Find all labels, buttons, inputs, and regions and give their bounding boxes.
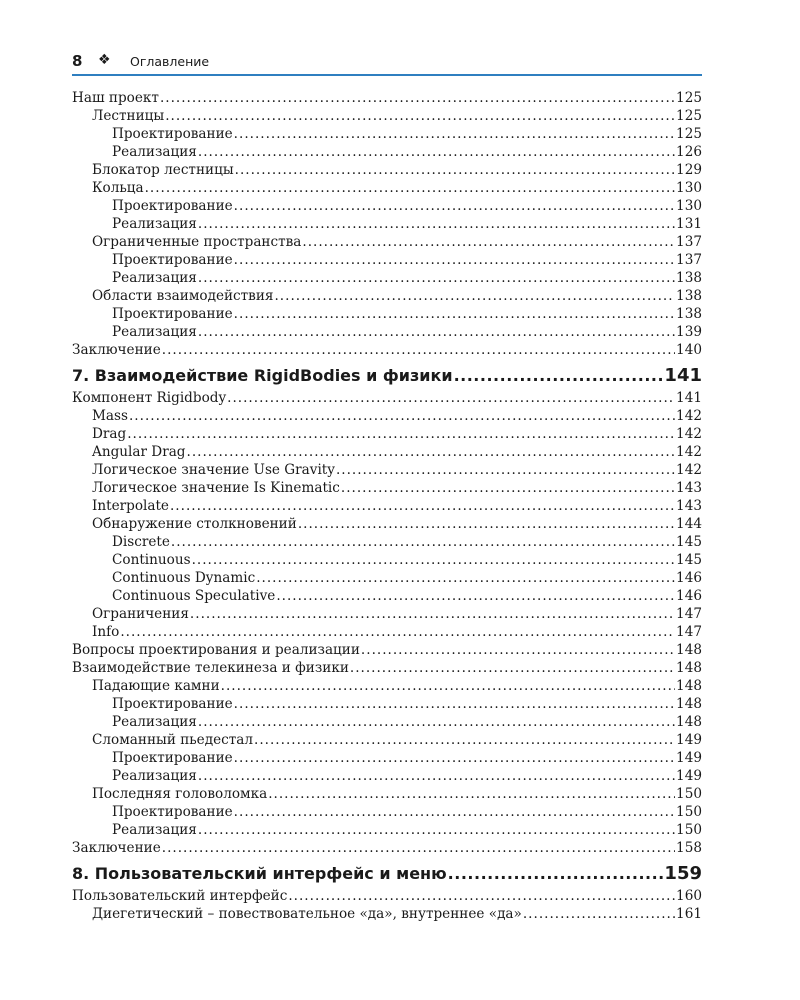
toc-entry-title: Вопросы проектирования и реализации xyxy=(72,642,360,658)
dot-leader xyxy=(187,443,676,461)
toc-entry[interactable] xyxy=(72,89,702,107)
toc-entry-title: Реализация xyxy=(112,324,197,340)
toc-entry-page: 149 xyxy=(676,768,702,784)
dot-leader xyxy=(298,515,675,533)
toc-entry-page: 145 xyxy=(676,552,702,568)
toc-entry-page: 160 xyxy=(676,888,702,904)
toc-entry-page: 130 xyxy=(676,198,702,214)
toc-entry-page: 137 xyxy=(676,234,702,250)
toc-entry-title: Continuous Dynamic xyxy=(112,570,256,586)
dot-leader xyxy=(190,605,675,623)
toc-entry-title: Проектирование xyxy=(112,252,233,268)
toc-entry-page: 142 xyxy=(676,444,702,460)
toc-entry-page: 141 xyxy=(664,365,702,386)
toc-entry[interactable] xyxy=(72,125,702,143)
dot-leader xyxy=(523,905,675,923)
toc-entry-title: Реализация xyxy=(112,822,197,838)
toc-entry-page: 150 xyxy=(676,786,702,802)
toc-entry[interactable] xyxy=(72,389,702,407)
toc-entry-page: 159 xyxy=(664,863,702,884)
ornament-icon: ❖ xyxy=(98,52,111,68)
dot-leader xyxy=(198,323,675,341)
toc-entry[interactable] xyxy=(72,323,702,341)
toc-entry-page: 125 xyxy=(676,108,702,124)
toc-entry-page: 161 xyxy=(676,906,702,922)
toc-entry-page: 129 xyxy=(676,162,702,178)
toc-entry[interactable] xyxy=(72,533,702,551)
toc-entry[interactable] xyxy=(72,713,702,731)
toc-entry-title: Mass xyxy=(92,408,128,424)
toc-entry[interactable] xyxy=(72,641,702,659)
toc-entry-page: 142 xyxy=(676,462,702,478)
toc-entry[interactable] xyxy=(72,695,702,713)
toc-entry-title: Заключение xyxy=(72,840,161,856)
toc-entry-page: 148 xyxy=(676,714,702,730)
toc-entry[interactable] xyxy=(72,623,702,641)
toc-entry[interactable] xyxy=(72,143,702,161)
toc-entry-title: Пользовательский интерфейс xyxy=(72,888,288,904)
toc-entry[interactable] xyxy=(72,443,702,461)
toc-entry-title: Лестницы xyxy=(92,108,165,124)
page-header xyxy=(72,52,702,76)
dot-leader xyxy=(198,821,675,839)
toc-entry-title: Проектирование xyxy=(112,696,233,712)
toc-entry-page: 148 xyxy=(676,660,702,676)
toc-entry-page: 150 xyxy=(676,804,702,820)
toc-entry-title: Блокатор лестницы xyxy=(92,162,234,178)
toc-chapter-entry[interactable] xyxy=(72,861,702,887)
dot-leader xyxy=(192,551,675,569)
toc-chapter-entry[interactable] xyxy=(72,363,702,389)
toc-entry-title: Падающие камни xyxy=(92,678,220,694)
toc-entry[interactable] xyxy=(72,677,702,695)
toc-entry-page: 131 xyxy=(676,216,702,232)
toc-entry-page: 147 xyxy=(676,624,702,640)
toc-entry-title: Области взаимодействия xyxy=(92,288,274,304)
toc-entry-page: 147 xyxy=(676,606,702,622)
toc-entry-page: 140 xyxy=(676,342,702,358)
toc-entry-title: Кольца xyxy=(92,180,144,196)
dot-leader xyxy=(350,659,675,677)
dot-leader xyxy=(234,197,675,215)
dot-leader xyxy=(145,179,675,197)
toc-entry-title: Continuous Speculative xyxy=(112,588,276,604)
dot-leader xyxy=(256,569,675,587)
dot-leader xyxy=(234,305,675,323)
toc-entry[interactable] xyxy=(72,887,702,905)
toc-entry[interactable] xyxy=(72,251,702,269)
toc-entry-page: 125 xyxy=(676,90,702,106)
toc-entry-title: Discrete xyxy=(112,534,170,550)
dot-leader xyxy=(234,749,675,767)
dot-leader xyxy=(221,677,675,695)
toc-entry-title: Обнаружение столкновений xyxy=(92,516,297,532)
toc-entry-page: 130 xyxy=(676,180,702,196)
toc-entry-title: Заключение xyxy=(72,342,161,358)
toc-entry-title: Ограниченные пространства xyxy=(92,234,302,250)
toc-entry-title: Последняя головоломка xyxy=(92,786,268,802)
toc-entry-page: 148 xyxy=(676,678,702,694)
dot-leader xyxy=(454,363,664,389)
toc-entry-page: 138 xyxy=(676,270,702,286)
toc-entry-title: Проектирование xyxy=(112,306,233,322)
toc-entry-page: 149 xyxy=(676,750,702,766)
toc-entry-page: 125 xyxy=(676,126,702,142)
toc-entry-page: 146 xyxy=(676,588,702,604)
toc-entry[interactable] xyxy=(72,161,702,179)
toc-entry-page: 137 xyxy=(676,252,702,268)
toc-entry[interactable] xyxy=(72,497,702,515)
toc-entry-page: 142 xyxy=(676,408,702,424)
toc-entry-title: Interpolate xyxy=(92,498,169,514)
toc-entry-title: Angular Drag xyxy=(92,444,186,460)
dot-leader xyxy=(276,587,675,605)
dot-leader xyxy=(198,143,675,161)
dot-leader xyxy=(162,341,675,359)
toc-entry[interactable] xyxy=(72,551,702,569)
toc-entry-title: Логическое значение Use Gravity xyxy=(92,462,335,478)
toc-entry[interactable] xyxy=(72,839,702,857)
dot-leader xyxy=(336,461,675,479)
toc-entry-title: Наш проект xyxy=(72,90,159,106)
dot-leader xyxy=(288,887,675,905)
toc-entry[interactable] xyxy=(72,233,702,251)
toc-entry-page: 148 xyxy=(676,696,702,712)
toc-entry[interactable] xyxy=(72,731,702,749)
toc-entry[interactable] xyxy=(72,215,702,233)
dot-leader xyxy=(162,839,675,857)
dot-leader xyxy=(234,695,675,713)
table-of-contents xyxy=(72,89,702,923)
toc-entry-page: 141 xyxy=(676,390,702,406)
toc-entry-page: 143 xyxy=(676,498,702,514)
toc-entry-page: 126 xyxy=(676,144,702,160)
toc-entry[interactable] xyxy=(72,341,702,359)
toc-entry-title: Проектирование xyxy=(112,804,233,820)
running-header-title: Оглавление xyxy=(130,54,210,69)
dot-leader xyxy=(198,269,675,287)
toc-entry-title: Сломанный пьедестал xyxy=(92,732,254,748)
toc-entry-page: 148 xyxy=(676,642,702,658)
toc-entry-page: 150 xyxy=(676,822,702,838)
dot-leader xyxy=(448,861,664,887)
toc-entry-title: Реализация xyxy=(112,768,197,784)
header-rule xyxy=(72,74,702,76)
toc-entry[interactable] xyxy=(72,287,702,305)
dot-leader xyxy=(171,533,675,551)
toc-entry-title: Info xyxy=(92,624,120,640)
toc-entry[interactable] xyxy=(72,305,702,323)
dot-leader xyxy=(165,107,675,125)
dot-leader xyxy=(274,287,675,305)
toc-entry-title: Реализация xyxy=(112,216,197,232)
toc-entry-page: 145 xyxy=(676,534,702,550)
toc-entry-title: Реализация xyxy=(112,714,197,730)
dot-leader xyxy=(160,89,675,107)
toc-entry[interactable] xyxy=(72,785,702,803)
dot-leader xyxy=(120,623,675,641)
toc-entry[interactable] xyxy=(72,479,702,497)
toc-entry-title: Реализация xyxy=(112,270,197,286)
toc-entry-title: Проектирование xyxy=(112,126,233,142)
toc-entry[interactable] xyxy=(72,407,702,425)
toc-entry[interactable] xyxy=(72,425,702,443)
toc-entry-title: 7. Взаимодействие RigidBodies и физики xyxy=(72,366,453,385)
dot-leader xyxy=(234,125,675,143)
dot-leader xyxy=(170,497,675,515)
toc-entry[interactable] xyxy=(72,605,702,623)
dot-leader xyxy=(129,407,675,425)
dot-leader xyxy=(302,233,675,251)
toc-entry[interactable] xyxy=(72,179,702,197)
toc-entry-page: 138 xyxy=(676,306,702,322)
dot-leader xyxy=(127,425,675,443)
toc-entry[interactable] xyxy=(72,749,702,767)
toc-entry[interactable] xyxy=(72,461,702,479)
toc-entry[interactable] xyxy=(72,107,702,125)
page-number: 8 xyxy=(72,52,83,70)
toc-entry-title: Компонент Rigidbody xyxy=(72,390,227,406)
toc-entry-title: 8. Пользовательский интерфейс и меню xyxy=(72,864,447,883)
toc-entry-title: Проектирование xyxy=(112,198,233,214)
dot-leader xyxy=(198,767,675,785)
dot-leader xyxy=(227,389,675,407)
toc-entry-title: Ограничения xyxy=(92,606,189,622)
toc-entry[interactable] xyxy=(72,569,702,587)
toc-entry-page: 146 xyxy=(676,570,702,586)
toc-entry-page: 144 xyxy=(676,516,702,532)
toc-entry-title: Реализация xyxy=(112,144,197,160)
toc-entry[interactable] xyxy=(72,515,702,533)
toc-entry-page: 139 xyxy=(676,324,702,340)
toc-entry[interactable] xyxy=(72,767,702,785)
toc-entry-title: Проектирование xyxy=(112,750,233,766)
toc-entry-page: 149 xyxy=(676,732,702,748)
toc-entry-page: 143 xyxy=(676,480,702,496)
dot-leader xyxy=(198,713,675,731)
toc-entry[interactable] xyxy=(72,197,702,215)
toc-entry[interactable] xyxy=(72,803,702,821)
dot-leader xyxy=(361,641,675,659)
toc-entry[interactable] xyxy=(72,659,702,677)
dot-leader xyxy=(341,479,675,497)
toc-entry[interactable] xyxy=(72,905,702,923)
dot-leader xyxy=(234,251,675,269)
toc-entry-page: 158 xyxy=(676,840,702,856)
toc-entry[interactable] xyxy=(72,587,702,605)
toc-entry-title: Диегетический – повествовательное «да», внутреннее «да» xyxy=(92,906,522,922)
toc-entry-title: Взаимодействие телекинеза и физики xyxy=(72,660,349,676)
toc-entry[interactable] xyxy=(72,269,702,287)
toc-entry-title: Логическое значение Is Kinematic xyxy=(92,480,340,496)
toc-entry-page: 138 xyxy=(676,288,702,304)
dot-leader xyxy=(254,731,675,749)
dot-leader xyxy=(268,785,675,803)
dot-leader xyxy=(235,161,675,179)
toc-entry-page: 142 xyxy=(676,426,702,442)
toc-entry-title: Continuous xyxy=(112,552,191,568)
toc-entry[interactable] xyxy=(72,821,702,839)
toc-entry-title: Drag xyxy=(92,426,127,442)
dot-leader xyxy=(198,215,675,233)
dot-leader xyxy=(234,803,675,821)
